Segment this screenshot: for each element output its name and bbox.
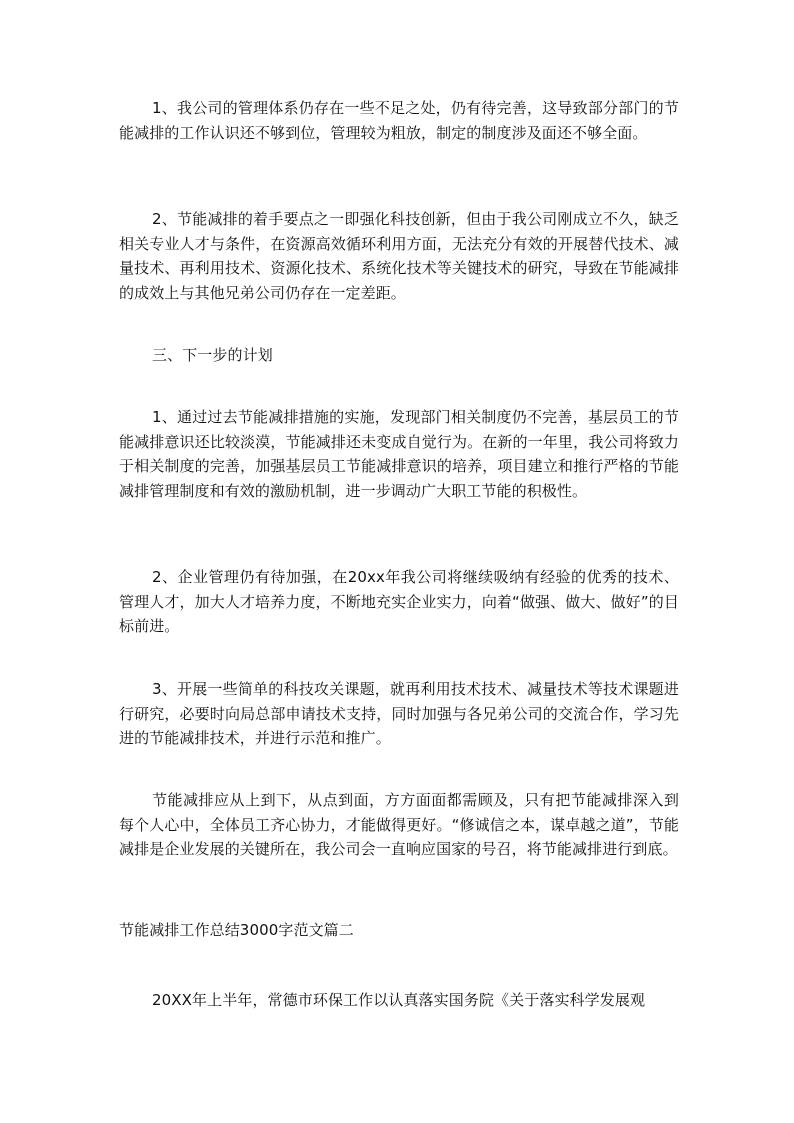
- paragraph-plan-item-2: 2、企业管理仍有待加强，在20xx年我公司将继续吸纳有经验的优秀的技术、管理人才，加大人才培养力度，不断地充实企业实力，向着“做强、做大、做好”的目标前进。: [119, 568, 679, 635]
- paragraph-conclusion: 节能减排应从上到下，从点到面，方方面面都需顾及，只有把节能减排深入到每个人心中，全体员工齐心协力，才能做得更好。“修诚信之本，谋卓越之道”，节能减排是企业发展的关键所在，我公司会一直响应国家的号召，将节能减排进行到底。: [119, 791, 679, 858]
- paragraph-plan-item-1: 1、通过过去节能减排措施的实施，发现部门相关制度仍不完善，基层员工的节能减排意识还比较淡漠，节能减排还未变成自觉行为。在新的一年里，我公司将致力于相关制度的完善，加强基层员工节能减排意识的培养，项目建立和推行严格的节能减排管理制度和有效的激励机制，进一步调动广大职工节能的积极性。: [119, 408, 679, 500]
- article-title-part-two: 节能减排工作总结3000字范文篇二: [119, 921, 354, 939]
- paragraph-management-shortcomings: 1、我公司的管理体系仍存在一些不足之处，仍有待完善，这导致部分部门的节能减排的工作认识还不够到位，管理较为粗放，制定的制度涉及面还不够全面。: [119, 99, 679, 142]
- paragraph-part-two-intro: 20XX年上半年，常德市环保工作以认真落实国务院《关于落实科学发展观: [152, 991, 646, 1009]
- section-heading-next-plan: 三、下一步的计划: [152, 346, 273, 364]
- paragraph-plan-item-3: 3、开展一些简单的科技攻关课题，就再利用技术技术、减量技术等技术课题进行研究，必要时向局总部申请技术支持，同时加强与各兄弟公司的交流合作，学习先进的节能减排技术，并进行示范和推广。: [119, 680, 679, 747]
- paragraph-tech-innovation-gap: 2、节能减排的着手要点之一即强化科技创新，但由于我公司刚成立不久，缺乏相关专业人才与条件，在资源高效循环利用方面，无法充分有效的开展替代技术、减量技术、再利用技术、资源化技术、系统化技术等关键技术的研究，导致在节能减排的成效上与其他兄弟公司仍存在一定差距。: [119, 210, 679, 302]
